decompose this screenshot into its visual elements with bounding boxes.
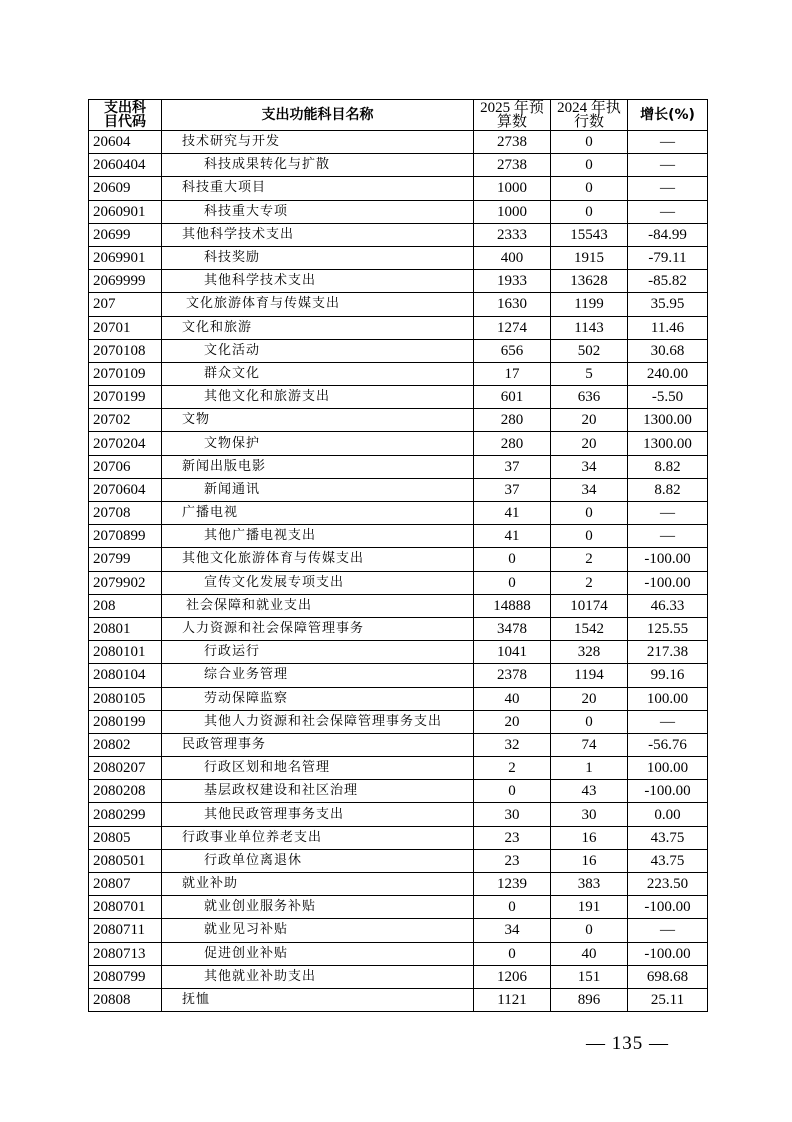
row-code: 20802 bbox=[89, 733, 162, 756]
row-actual-2024: 0 bbox=[551, 200, 628, 223]
table-row bbox=[89, 200, 708, 223]
row-actual-2024: 0 bbox=[551, 525, 628, 548]
row-budget-2025: 1041 bbox=[474, 641, 551, 664]
row-code: 20609 bbox=[89, 177, 162, 200]
row-budget-2025: 23 bbox=[474, 826, 551, 849]
row-actual-2024: 636 bbox=[551, 386, 628, 409]
row-budget-2025: 37 bbox=[474, 478, 551, 501]
row-name: 行政区划和地名管理 bbox=[162, 757, 474, 780]
row-actual-2024: 1199 bbox=[551, 293, 628, 316]
row-actual-2024: 5 bbox=[551, 362, 628, 385]
row-budget-2025: 0 bbox=[474, 942, 551, 965]
table-row bbox=[89, 455, 708, 478]
row-growth: 30.68 bbox=[628, 339, 708, 362]
table-row bbox=[89, 154, 708, 177]
row-actual-2024: 34 bbox=[551, 455, 628, 478]
row-name: 就业创业服务补贴 bbox=[162, 896, 474, 919]
row-growth: 35.95 bbox=[628, 293, 708, 316]
row-name: 行政运行 bbox=[162, 641, 474, 664]
row-budget-2025: 23 bbox=[474, 849, 551, 872]
row-code: 2080101 bbox=[89, 641, 162, 664]
row-actual-2024: 0 bbox=[551, 710, 628, 733]
row-budget-2025: 601 bbox=[474, 386, 551, 409]
row-growth: 1300.00 bbox=[628, 432, 708, 455]
row-name: 文化和旅游 bbox=[162, 316, 474, 339]
table-row bbox=[89, 710, 708, 733]
row-actual-2024: 34 bbox=[551, 478, 628, 501]
table-row bbox=[89, 873, 708, 896]
row-budget-2025: 1630 bbox=[474, 293, 551, 316]
table-row bbox=[89, 478, 708, 501]
table-row bbox=[89, 223, 708, 246]
row-code: 2080299 bbox=[89, 803, 162, 826]
row-code: 20604 bbox=[89, 131, 162, 154]
row-code: 2080207 bbox=[89, 757, 162, 780]
row-code: 2060901 bbox=[89, 200, 162, 223]
row-growth: 100.00 bbox=[628, 687, 708, 710]
row-actual-2024: 16 bbox=[551, 849, 628, 872]
row-name: 文化旅游体育与传媒支出 bbox=[162, 293, 474, 316]
table-row bbox=[89, 548, 708, 571]
table-row bbox=[89, 571, 708, 594]
row-growth: — bbox=[628, 131, 708, 154]
header-row bbox=[89, 100, 708, 131]
table-row bbox=[89, 316, 708, 339]
row-budget-2025: 1274 bbox=[474, 316, 551, 339]
row-name: 促进创业补贴 bbox=[162, 942, 474, 965]
row-code: 20708 bbox=[89, 502, 162, 525]
table-row bbox=[89, 803, 708, 826]
row-actual-2024: 1542 bbox=[551, 617, 628, 640]
row-name: 其他科学技术支出 bbox=[162, 270, 474, 293]
row-code: 2070604 bbox=[89, 478, 162, 501]
row-growth: -84.99 bbox=[628, 223, 708, 246]
row-budget-2025: 656 bbox=[474, 339, 551, 362]
row-growth: 698.68 bbox=[628, 965, 708, 988]
row-growth: -100.00 bbox=[628, 780, 708, 803]
row-growth: 8.82 bbox=[628, 478, 708, 501]
table-body bbox=[89, 131, 708, 1012]
row-budget-2025: 14888 bbox=[474, 594, 551, 617]
table-row bbox=[89, 664, 708, 687]
row-budget-2025: 41 bbox=[474, 502, 551, 525]
row-budget-2025: 37 bbox=[474, 455, 551, 478]
row-code: 2080105 bbox=[89, 687, 162, 710]
row-name: 广播电视 bbox=[162, 502, 474, 525]
row-actual-2024: 191 bbox=[551, 896, 628, 919]
row-budget-2025: 2738 bbox=[474, 131, 551, 154]
row-code: 20801 bbox=[89, 617, 162, 640]
row-name: 科技奖励 bbox=[162, 246, 474, 269]
row-actual-2024: 10174 bbox=[551, 594, 628, 617]
row-growth: 125.55 bbox=[628, 617, 708, 640]
row-budget-2025: 0 bbox=[474, 548, 551, 571]
row-name: 群众文化 bbox=[162, 362, 474, 385]
row-actual-2024: 1915 bbox=[551, 246, 628, 269]
row-code: 2079902 bbox=[89, 571, 162, 594]
row-budget-2025: 280 bbox=[474, 432, 551, 455]
table-row bbox=[89, 919, 708, 942]
row-growth: — bbox=[628, 710, 708, 733]
table-row bbox=[89, 502, 708, 525]
row-name: 其他广播电视支出 bbox=[162, 525, 474, 548]
row-name: 抚恤 bbox=[162, 988, 474, 1011]
header-name: 支出功能科目名称 bbox=[162, 100, 474, 131]
row-actual-2024: 896 bbox=[551, 988, 628, 1011]
table-row bbox=[89, 942, 708, 965]
row-name: 其他文化旅游体育与传媒支出 bbox=[162, 548, 474, 571]
row-code: 2069999 bbox=[89, 270, 162, 293]
row-budget-2025: 400 bbox=[474, 246, 551, 269]
row-code: 20799 bbox=[89, 548, 162, 571]
row-growth: 0.00 bbox=[628, 803, 708, 826]
row-code: 20807 bbox=[89, 873, 162, 896]
row-actual-2024: 1 bbox=[551, 757, 628, 780]
row-code: 20701 bbox=[89, 316, 162, 339]
row-growth: — bbox=[628, 177, 708, 200]
row-actual-2024: 16 bbox=[551, 826, 628, 849]
row-actual-2024: 0 bbox=[551, 502, 628, 525]
table-row bbox=[89, 270, 708, 293]
row-growth: -100.00 bbox=[628, 548, 708, 571]
table-row bbox=[89, 293, 708, 316]
row-name: 民政管理事务 bbox=[162, 733, 474, 756]
row-growth: 1300.00 bbox=[628, 409, 708, 432]
row-name: 就业见习补贴 bbox=[162, 919, 474, 942]
row-code: 2080208 bbox=[89, 780, 162, 803]
row-code: 2080104 bbox=[89, 664, 162, 687]
row-code: 208 bbox=[89, 594, 162, 617]
table-row bbox=[89, 177, 708, 200]
header-budget-2025: 2025 年预算数 bbox=[474, 100, 551, 131]
row-budget-2025: 2 bbox=[474, 757, 551, 780]
row-budget-2025: 30 bbox=[474, 803, 551, 826]
row-growth: -85.82 bbox=[628, 270, 708, 293]
table-row bbox=[89, 339, 708, 362]
row-budget-2025: 2738 bbox=[474, 154, 551, 177]
row-actual-2024: 2 bbox=[551, 548, 628, 571]
row-budget-2025: 3478 bbox=[474, 617, 551, 640]
table-row bbox=[89, 780, 708, 803]
row-code: 2080501 bbox=[89, 849, 162, 872]
row-actual-2024: 20 bbox=[551, 409, 628, 432]
row-actual-2024: 0 bbox=[551, 131, 628, 154]
row-actual-2024: 1143 bbox=[551, 316, 628, 339]
row-name: 其他民政管理事务支出 bbox=[162, 803, 474, 826]
row-budget-2025: 1239 bbox=[474, 873, 551, 896]
row-growth: 43.75 bbox=[628, 849, 708, 872]
table-header bbox=[89, 100, 708, 131]
row-growth: — bbox=[628, 525, 708, 548]
row-budget-2025: 34 bbox=[474, 919, 551, 942]
row-name: 人力资源和社会保障管理事务 bbox=[162, 617, 474, 640]
row-budget-2025: 0 bbox=[474, 780, 551, 803]
row-budget-2025: 1206 bbox=[474, 965, 551, 988]
row-growth: -100.00 bbox=[628, 942, 708, 965]
row-code: 20702 bbox=[89, 409, 162, 432]
row-growth: 100.00 bbox=[628, 757, 708, 780]
row-budget-2025: 2333 bbox=[474, 223, 551, 246]
row-name: 行政事业单位养老支出 bbox=[162, 826, 474, 849]
table-row bbox=[89, 617, 708, 640]
row-budget-2025: 2378 bbox=[474, 664, 551, 687]
row-budget-2025: 1121 bbox=[474, 988, 551, 1011]
page-number: — 135 — bbox=[586, 1033, 669, 1054]
row-code: 2080711 bbox=[89, 919, 162, 942]
row-actual-2024: 0 bbox=[551, 177, 628, 200]
table-row bbox=[89, 965, 708, 988]
row-budget-2025: 17 bbox=[474, 362, 551, 385]
row-growth: 240.00 bbox=[628, 362, 708, 385]
row-code: 2060404 bbox=[89, 154, 162, 177]
table-row bbox=[89, 687, 708, 710]
header-growth: 增长(%) bbox=[628, 100, 708, 131]
row-name: 文物保护 bbox=[162, 432, 474, 455]
row-actual-2024: 1194 bbox=[551, 664, 628, 687]
row-actual-2024: 0 bbox=[551, 154, 628, 177]
row-actual-2024: 13628 bbox=[551, 270, 628, 293]
table-row bbox=[89, 525, 708, 548]
row-name: 劳动保障监察 bbox=[162, 687, 474, 710]
row-name: 科技重大专项 bbox=[162, 200, 474, 223]
row-budget-2025: 41 bbox=[474, 525, 551, 548]
table-row bbox=[89, 432, 708, 455]
row-actual-2024: 15543 bbox=[551, 223, 628, 246]
row-code: 2070899 bbox=[89, 525, 162, 548]
row-growth: -56.76 bbox=[628, 733, 708, 756]
row-name: 基层政权建设和社区治理 bbox=[162, 780, 474, 803]
table-row bbox=[89, 409, 708, 432]
row-actual-2024: 151 bbox=[551, 965, 628, 988]
table-row bbox=[89, 757, 708, 780]
row-actual-2024: 328 bbox=[551, 641, 628, 664]
row-actual-2024: 502 bbox=[551, 339, 628, 362]
table-row bbox=[89, 131, 708, 154]
row-budget-2025: 20 bbox=[474, 710, 551, 733]
row-actual-2024: 40 bbox=[551, 942, 628, 965]
table-row bbox=[89, 641, 708, 664]
row-budget-2025: 0 bbox=[474, 571, 551, 594]
row-name: 文物 bbox=[162, 409, 474, 432]
row-name: 其他文化和旅游支出 bbox=[162, 386, 474, 409]
row-budget-2025: 32 bbox=[474, 733, 551, 756]
row-actual-2024: 20 bbox=[551, 432, 628, 455]
row-code: 20706 bbox=[89, 455, 162, 478]
row-growth: 11.46 bbox=[628, 316, 708, 339]
row-growth: — bbox=[628, 154, 708, 177]
row-code: 20808 bbox=[89, 988, 162, 1011]
row-code: 2080713 bbox=[89, 942, 162, 965]
row-growth: 8.82 bbox=[628, 455, 708, 478]
row-code: 20805 bbox=[89, 826, 162, 849]
row-growth: -79.11 bbox=[628, 246, 708, 269]
row-name: 其他人力资源和社会保障管理事务支出 bbox=[162, 710, 474, 733]
row-code: 207 bbox=[89, 293, 162, 316]
table-row bbox=[89, 362, 708, 385]
row-budget-2025: 280 bbox=[474, 409, 551, 432]
row-growth: 43.75 bbox=[628, 826, 708, 849]
table-row bbox=[89, 594, 708, 617]
row-name: 科技重大项目 bbox=[162, 177, 474, 200]
row-growth: -100.00 bbox=[628, 896, 708, 919]
row-actual-2024: 0 bbox=[551, 919, 628, 942]
header-actual-2024: 2024 年执行数 bbox=[551, 100, 628, 131]
table-row bbox=[89, 988, 708, 1011]
row-code: 2070109 bbox=[89, 362, 162, 385]
row-name: 新闻通讯 bbox=[162, 478, 474, 501]
row-growth: — bbox=[628, 200, 708, 223]
table-row bbox=[89, 849, 708, 872]
row-code: 2070199 bbox=[89, 386, 162, 409]
row-name: 宣传文化发展专项支出 bbox=[162, 571, 474, 594]
row-budget-2025: 0 bbox=[474, 896, 551, 919]
row-actual-2024: 2 bbox=[551, 571, 628, 594]
row-budget-2025: 1000 bbox=[474, 177, 551, 200]
table-row bbox=[89, 733, 708, 756]
row-actual-2024: 383 bbox=[551, 873, 628, 896]
row-budget-2025: 1933 bbox=[474, 270, 551, 293]
table-row bbox=[89, 386, 708, 409]
row-growth: 217.38 bbox=[628, 641, 708, 664]
row-growth: 25.11 bbox=[628, 988, 708, 1011]
row-name: 技术研究与开发 bbox=[162, 131, 474, 154]
row-growth: -5.50 bbox=[628, 386, 708, 409]
row-code: 2080799 bbox=[89, 965, 162, 988]
row-growth: 99.16 bbox=[628, 664, 708, 687]
row-name: 综合业务管理 bbox=[162, 664, 474, 687]
row-actual-2024: 30 bbox=[551, 803, 628, 826]
row-actual-2024: 43 bbox=[551, 780, 628, 803]
row-growth: — bbox=[628, 919, 708, 942]
row-code: 2069901 bbox=[89, 246, 162, 269]
budget-table bbox=[88, 99, 708, 1012]
table-row bbox=[89, 246, 708, 269]
row-name: 新闻出版电影 bbox=[162, 455, 474, 478]
row-growth: 223.50 bbox=[628, 873, 708, 896]
row-code: 2070204 bbox=[89, 432, 162, 455]
row-name: 科技成果转化与扩散 bbox=[162, 154, 474, 177]
row-name: 就业补助 bbox=[162, 873, 474, 896]
header-code: 支出科目代码 bbox=[89, 100, 162, 131]
row-code: 2080199 bbox=[89, 710, 162, 733]
row-growth: — bbox=[628, 502, 708, 525]
row-code: 2070108 bbox=[89, 339, 162, 362]
row-code: 2080701 bbox=[89, 896, 162, 919]
row-growth: -100.00 bbox=[628, 571, 708, 594]
row-name: 行政单位离退休 bbox=[162, 849, 474, 872]
row-name: 其他就业补助支出 bbox=[162, 965, 474, 988]
table-row bbox=[89, 826, 708, 849]
row-growth: 46.33 bbox=[628, 594, 708, 617]
row-code: 20699 bbox=[89, 223, 162, 246]
row-name: 其他科学技术支出 bbox=[162, 223, 474, 246]
row-budget-2025: 40 bbox=[474, 687, 551, 710]
row-budget-2025: 1000 bbox=[474, 200, 551, 223]
row-actual-2024: 74 bbox=[551, 733, 628, 756]
table-row bbox=[89, 896, 708, 919]
row-name: 文化活动 bbox=[162, 339, 474, 362]
row-name: 社会保障和就业支出 bbox=[162, 594, 474, 617]
row-actual-2024: 20 bbox=[551, 687, 628, 710]
